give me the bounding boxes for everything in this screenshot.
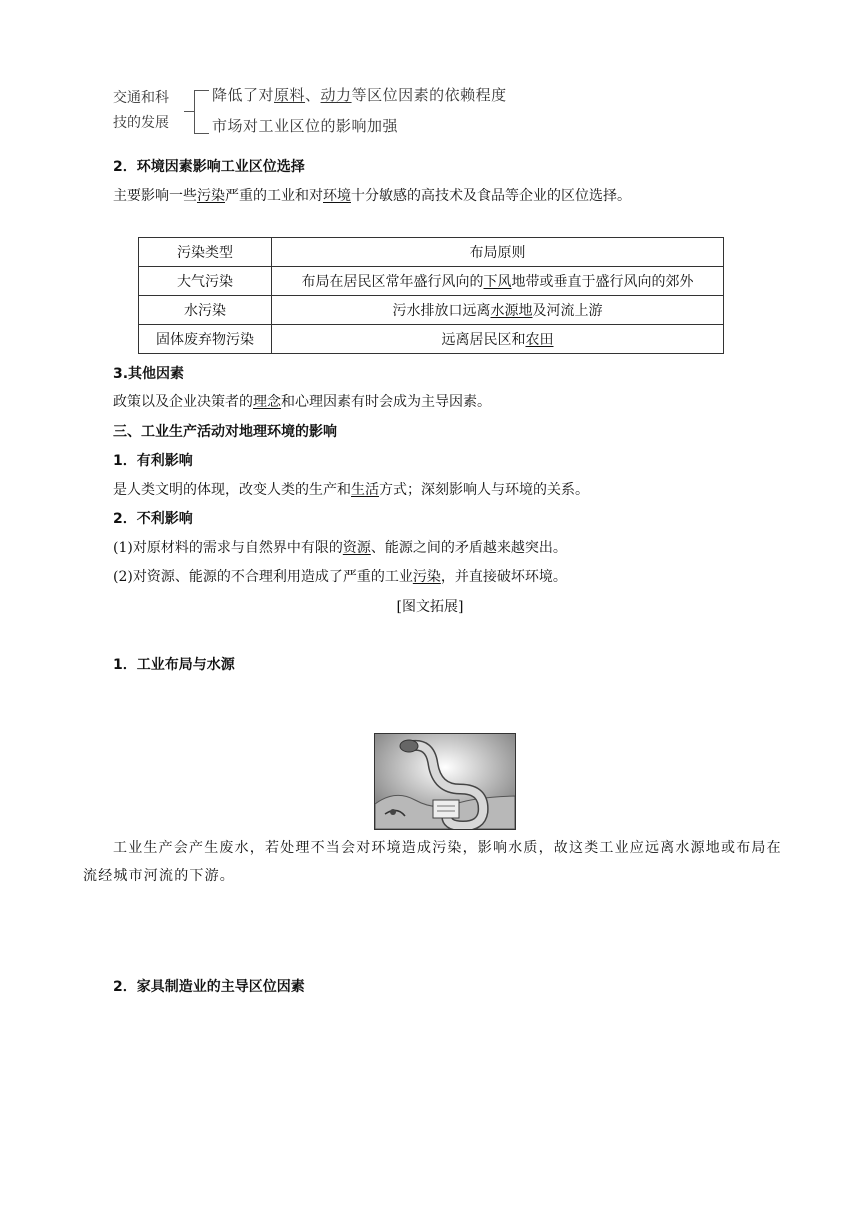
- diagram-left-line1: 交通和科: [113, 90, 169, 106]
- underlined-term: 农田: [525, 332, 554, 348]
- pipe-drawing: [375, 734, 515, 829]
- table-header-cell: 污染类型: [139, 238, 272, 267]
- section-heading: 3.其他因素: [113, 366, 185, 382]
- table-header-cell: 布局原则: [272, 238, 724, 267]
- underlined-term: 下风: [483, 274, 512, 290]
- diagram-connector: [184, 111, 194, 112]
- table-row: [139, 296, 724, 325]
- underlined-term: 原料: [274, 86, 306, 104]
- section-heading: 2．环境因素影响工业区位选择: [113, 159, 305, 175]
- diagram-left-label: [113, 86, 195, 136]
- diagram-bracket: [194, 90, 209, 134]
- underlined-term: 污染: [412, 569, 441, 585]
- paragraph: 主要影响一些污染严重的工业和对环境十分敏感的高技术及食品等企业的区位选择。: [113, 188, 631, 204]
- paragraph: 政策以及企业决策者的理念和心理因素有时会成为主导因素。: [113, 394, 491, 410]
- underlined-term: 理念: [253, 394, 281, 410]
- table-cell: 布局在居民区常年盛行风向的下风地带或垂直于盛行风向的郊外: [272, 267, 724, 296]
- subsection-heading: 1．工业布局与水源: [113, 657, 235, 673]
- table-cell: 远离居民区和农田: [272, 325, 724, 354]
- pollution-table: [138, 237, 724, 354]
- table-header-row: [139, 238, 724, 267]
- underlined-term: 生活: [351, 482, 379, 498]
- paragraph: 是人类文明的体现，改变人类的生产和生活方式；深刻影响人与环境的关系。: [113, 482, 589, 498]
- subsection-heading: 1．有利影响: [113, 453, 193, 469]
- section-heading: 三、工业生产活动对地理环境的影响: [113, 424, 337, 440]
- table-row: [139, 325, 724, 354]
- table-row: [139, 267, 724, 296]
- table-cell: 污水排放口远离水源地及河流上游: [272, 296, 724, 325]
- paragraph: (2)对资源、能源的不合理利用造成了严重的工业污染，并直接破坏环境。: [113, 569, 567, 585]
- extension-title: [图文拓展]: [396, 599, 464, 615]
- underlined-term: 污染: [197, 188, 225, 204]
- subsection-heading: 2．家具制造业的主导区位因素: [113, 979, 305, 995]
- table-cell: 固体废弃物污染: [139, 325, 272, 354]
- caption-line-1: 工业生产会产生废水，若处理不当会对环境造成污染，影响水质，故这类工业应远离水源地或布局在: [113, 840, 782, 856]
- table-cell: 大气污染: [139, 267, 272, 296]
- diagram-branch-2: 市场对工业区位的影响加强: [212, 117, 399, 135]
- underlined-term: 动力: [320, 86, 352, 104]
- caption-line-2: 流经城市河流的下游。: [83, 868, 235, 884]
- paragraph: (1)对原材料的需求与自然界中有限的资源、能源之间的矛盾越来越突出。: [113, 540, 567, 556]
- diagram-branch-1: 降低了对原料、动力等区位因素的依赖程度: [212, 86, 507, 104]
- underlined-term: 水源地: [490, 303, 533, 319]
- table-cell: 水污染: [139, 296, 272, 325]
- diagram-left-line2: 技的发展: [113, 115, 169, 131]
- pollution-pipe-illustration: [374, 733, 516, 830]
- underlined-term: 环境: [323, 188, 351, 204]
- underlined-term: 资源: [342, 540, 371, 556]
- subsection-heading: 2．不利影响: [113, 511, 193, 527]
